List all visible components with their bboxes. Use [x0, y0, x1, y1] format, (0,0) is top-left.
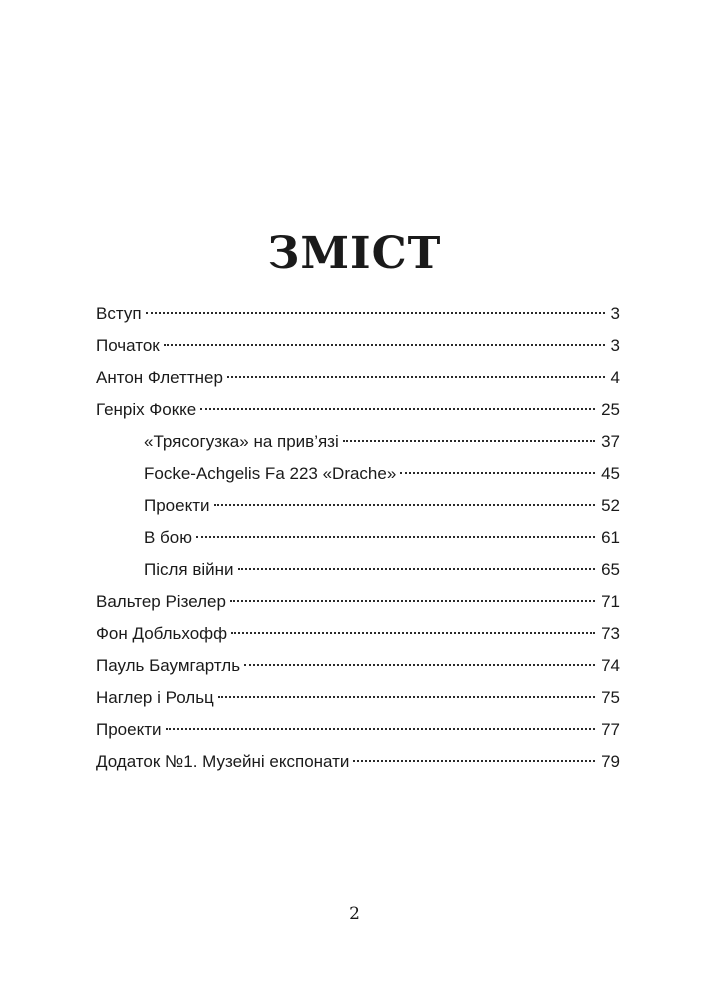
toc-dot-leader	[196, 536, 595, 538]
toc-entry-label: Пауль Баумгартль	[96, 656, 241, 675]
toc-dot-leader	[238, 568, 596, 570]
toc-subentry[interactable]	[96, 554, 620, 586]
toc-entry-page: 37	[601, 432, 620, 451]
toc-entry[interactable]	[96, 362, 620, 394]
toc-dot-leader	[214, 504, 596, 506]
toc-dot-leader	[164, 344, 605, 346]
toc-entry[interactable]	[96, 650, 620, 682]
toc-dot-leader	[227, 376, 605, 378]
toc-entry-label: Проекти	[96, 720, 162, 739]
toc-entry-page: 71	[601, 592, 620, 611]
toc-entry-page: 3	[610, 336, 620, 355]
toc-entry-page: 74	[601, 656, 620, 675]
toc-entry-label: Додаток №1. Музейні експонати	[96, 752, 350, 771]
toc-entry-page: 79	[601, 752, 620, 771]
toc-entry[interactable]	[96, 618, 620, 650]
toc-subentry[interactable]	[96, 490, 620, 522]
toc-dot-leader	[400, 472, 595, 474]
toc-dot-leader	[231, 632, 595, 634]
toc-entry-label: Початок	[96, 336, 160, 355]
toc-entry-page: 61	[601, 528, 620, 547]
toc-dot-leader	[200, 408, 595, 410]
toc-entry[interactable]	[96, 746, 620, 778]
toc-entry-label: Focke-Achgelis Fa 223 «Drache»	[144, 464, 397, 483]
toc-entry-label: Після війни	[144, 560, 234, 579]
toc-dot-leader	[218, 696, 595, 698]
toc-entry[interactable]	[96, 714, 620, 746]
page-number: 2	[349, 904, 360, 924]
page-title: ЗМІСТ	[267, 228, 442, 279]
toc-entry-page: 52	[601, 496, 620, 515]
toc-dot-leader	[244, 664, 595, 666]
toc-entry[interactable]	[96, 394, 620, 426]
toc-entry-label: В бою	[144, 528, 193, 547]
toc-entry[interactable]	[96, 586, 620, 618]
toc-entry[interactable]	[96, 682, 620, 714]
toc-entry-label: Вступ	[96, 304, 142, 323]
toc-subentry[interactable]	[96, 458, 620, 490]
toc-entry-label: Фон Добльхофф	[96, 624, 228, 643]
toc-entry-label: Антон Флеттнер	[96, 368, 223, 387]
toc-entry-page: 4	[610, 368, 620, 387]
toc-subentry[interactable]	[96, 426, 620, 458]
toc-entry-page: 3	[610, 304, 620, 323]
toc-dot-leader	[353, 760, 595, 762]
toc-entry[interactable]	[96, 298, 620, 330]
toc-entry-page: 45	[601, 464, 620, 483]
toc-entry-label: Вальтер Різелер	[96, 592, 226, 611]
toc-entry-label: Генріх Фокке	[96, 400, 197, 419]
toc-entry-label: Наглер і Рольц	[96, 688, 214, 707]
toc-entry-page: 77	[601, 720, 620, 739]
toc-entry-page: 75	[601, 688, 620, 707]
toc-subentry[interactable]	[96, 522, 620, 554]
toc-dot-leader	[146, 312, 605, 314]
toc-entry-label: «Трясогузка» на прив’язі	[144, 432, 339, 451]
toc-entry-label: Проекти	[144, 496, 210, 515]
toc-entry-page: 65	[601, 560, 620, 579]
toc-dot-leader	[166, 728, 596, 730]
table-of-contents	[96, 298, 620, 778]
toc-dot-leader	[230, 600, 595, 602]
toc-dot-leader	[343, 440, 595, 442]
toc-entry-page: 25	[601, 400, 620, 419]
toc-entry[interactable]	[96, 330, 620, 362]
toc-entry-page: 73	[601, 624, 620, 643]
